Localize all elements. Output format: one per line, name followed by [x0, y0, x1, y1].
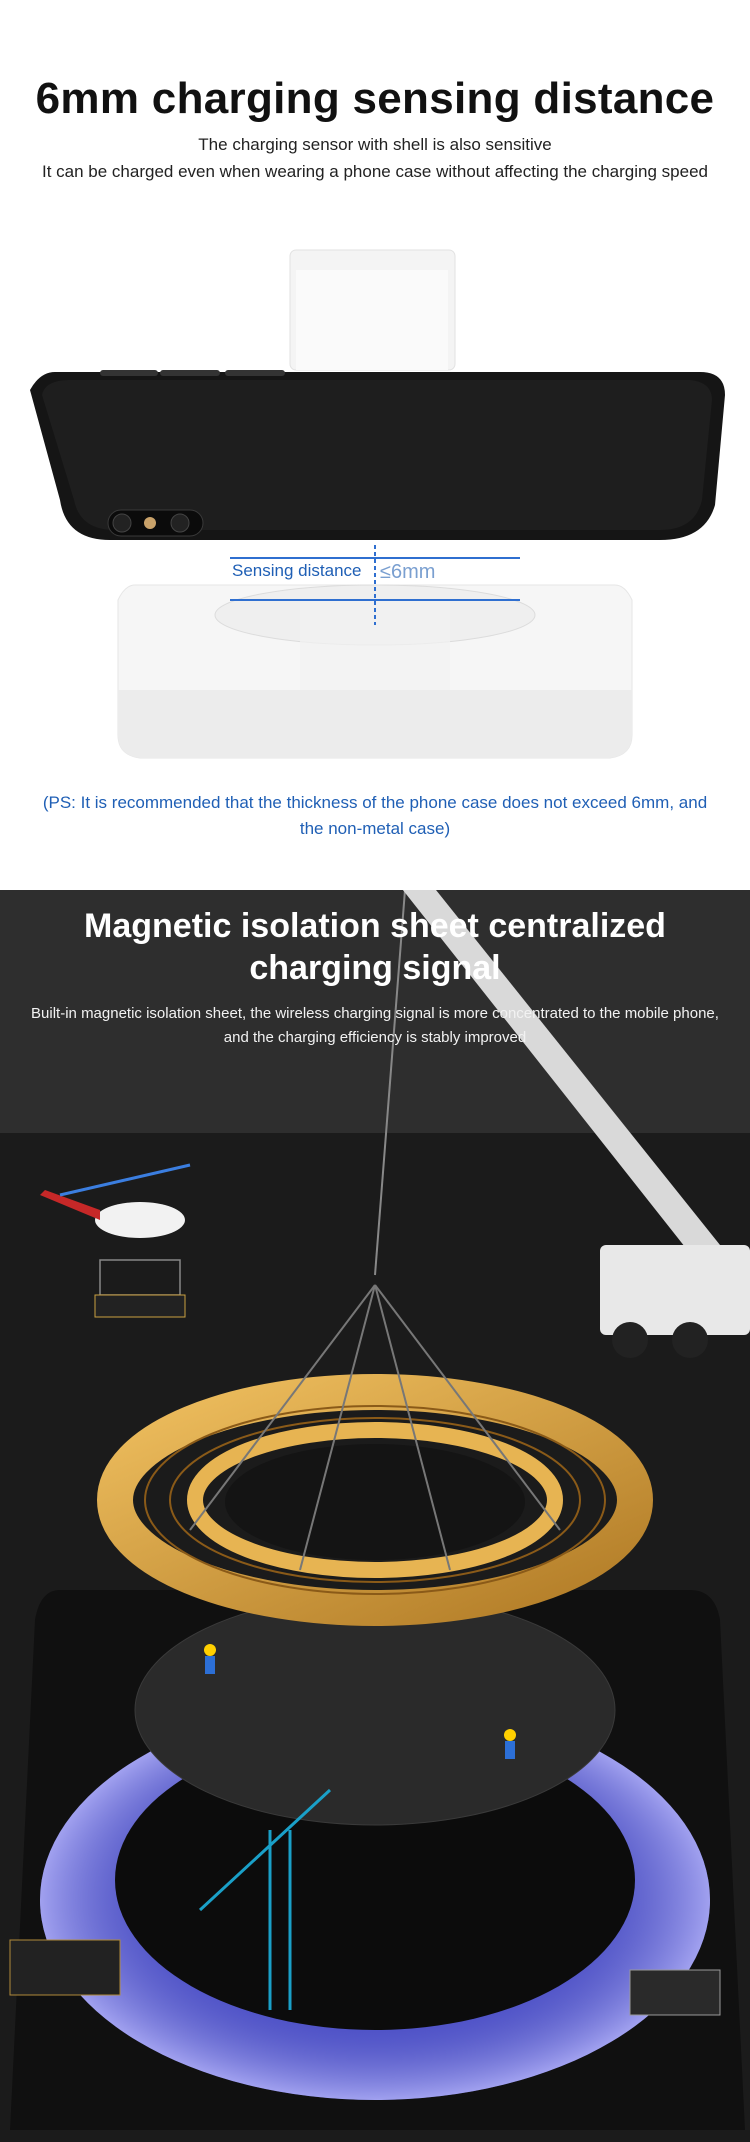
phone-on-charger-illustration: [0, 0, 750, 890]
section-subtitle-line2: It can be charged even when wearing a phone case without affecting the charging speed: [42, 162, 708, 181]
ps-note: (PS: It is recommended that the thickness of the phone case does not exceed 6mm, and the non-metal case): [42, 793, 708, 838]
crane-truck: [600, 1245, 750, 1335]
magnetic-isolation-section: [0, 890, 750, 2142]
section2-title: Magnetic isolation sheet centralized charging signal: [84, 907, 666, 987]
isolation-sheet: [135, 1595, 615, 1825]
section2-subtitle: Built-in magnetic isolation sheet, the wireless charging signal is more concentrated to the mobile phone, and the charging efficiency is stably improved: [31, 1005, 719, 1046]
section-subtitle-line1: The charging sensor with shell is also sensitive: [198, 135, 552, 154]
magnetic-isolation-illustration: [0, 890, 750, 2142]
sensing-distance-value: ≤6mm: [380, 561, 436, 583]
section-title: 6mm charging sensing distance: [35, 74, 715, 123]
sensing-distance-label: Sensing distance: [232, 561, 362, 580]
sensing-distance-section: [0, 0, 750, 890]
